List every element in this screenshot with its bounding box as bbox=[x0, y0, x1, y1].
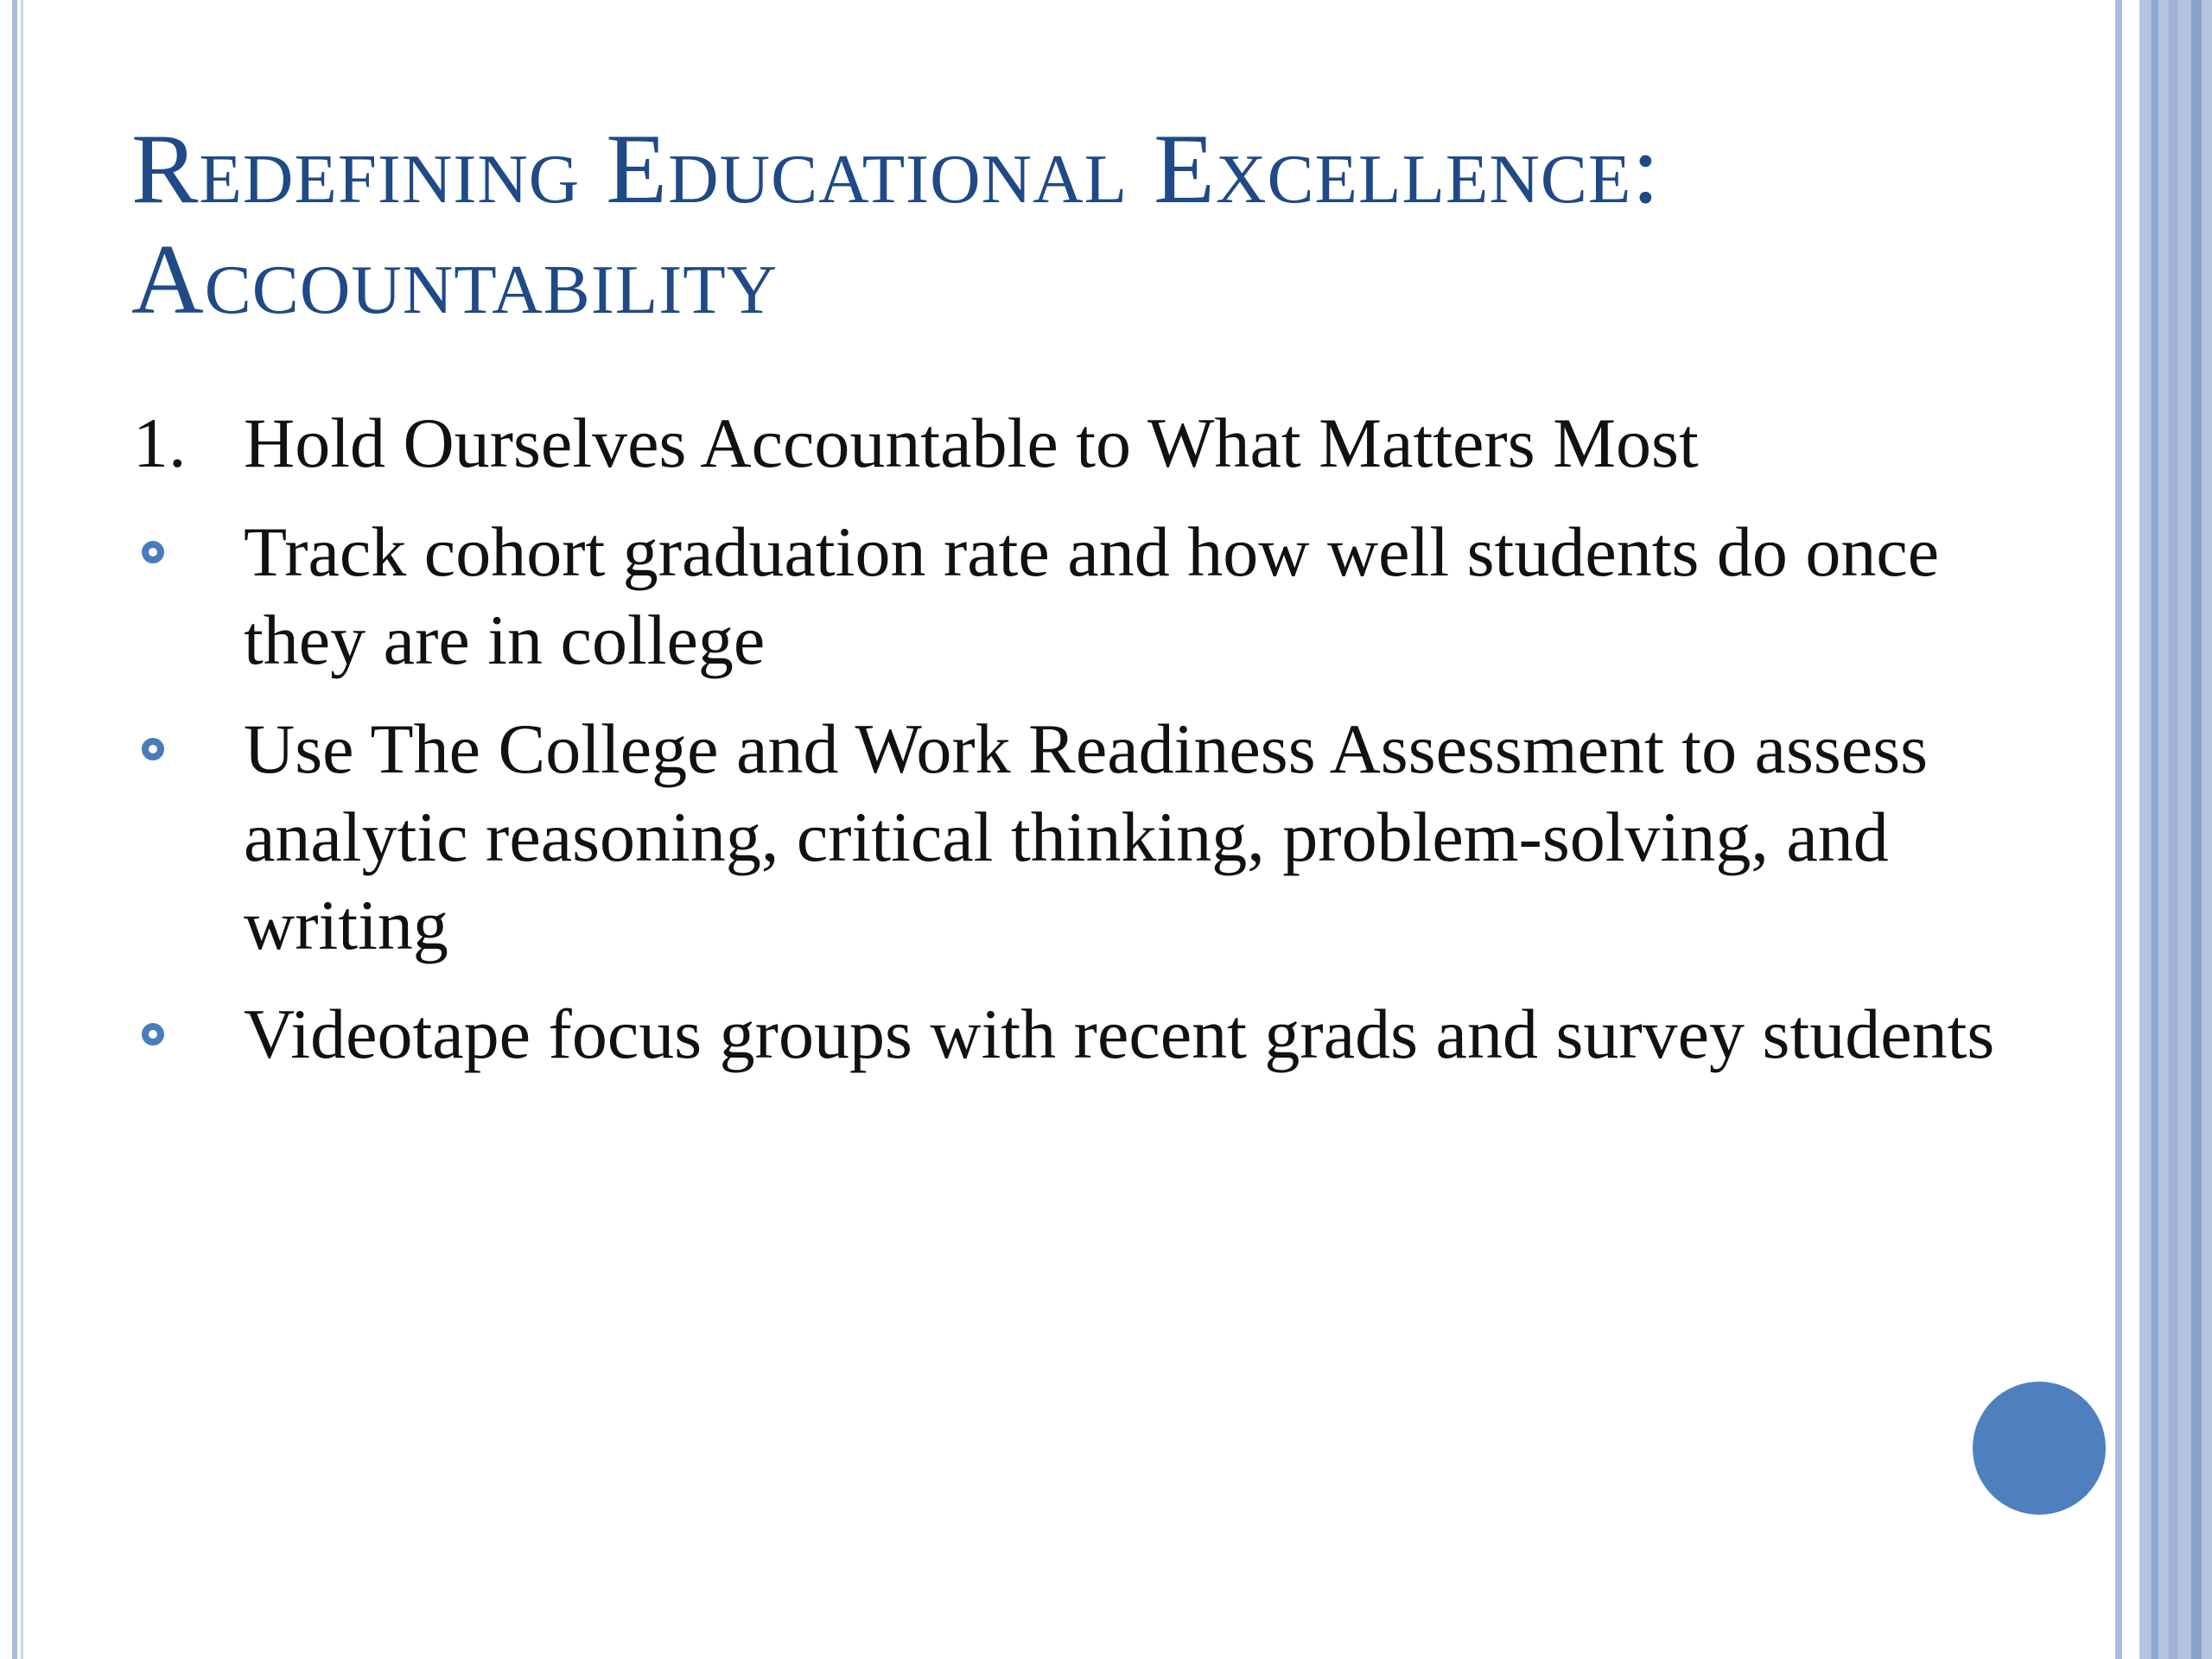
item-number: 1. bbox=[133, 404, 187, 482]
right-border-stripe bbox=[2191, 0, 2202, 1659]
right-border-line bbox=[2115, 0, 2122, 1659]
bullet-ring-icon bbox=[142, 1023, 164, 1046]
item-text: Videotape focus groups with recent grads and survey students bbox=[244, 995, 1995, 1073]
item-text: Track cohort graduation rate and how well students do once they are in college bbox=[244, 512, 1940, 679]
item-text: Use The College and Work Readiness Assessment to assess analytic reasoning, critical thinking, problem-solving, and writing bbox=[244, 709, 1929, 964]
bullet-item bbox=[130, 705, 2074, 969]
left-border-line bbox=[12, 0, 17, 1659]
right-border-gap bbox=[2127, 0, 2139, 1659]
slide-body bbox=[130, 399, 2074, 1099]
right-border-stripe bbox=[2169, 0, 2177, 1659]
bullet-item bbox=[130, 990, 2074, 1078]
bullet-item bbox=[130, 508, 2074, 684]
decorative-circle-icon bbox=[1973, 1382, 2106, 1515]
bullet-ring-icon bbox=[142, 541, 164, 563]
left-border-line-inner bbox=[21, 0, 23, 1659]
item-text: Hold Ourselves Accountable to What Matters Most bbox=[244, 404, 1699, 482]
numbered-item bbox=[130, 399, 2074, 487]
slide-title: Redefining Educational Excellence: Accountability bbox=[131, 114, 1661, 335]
right-border-stripe bbox=[2152, 0, 2158, 1659]
bullet-ring-icon bbox=[142, 738, 164, 760]
